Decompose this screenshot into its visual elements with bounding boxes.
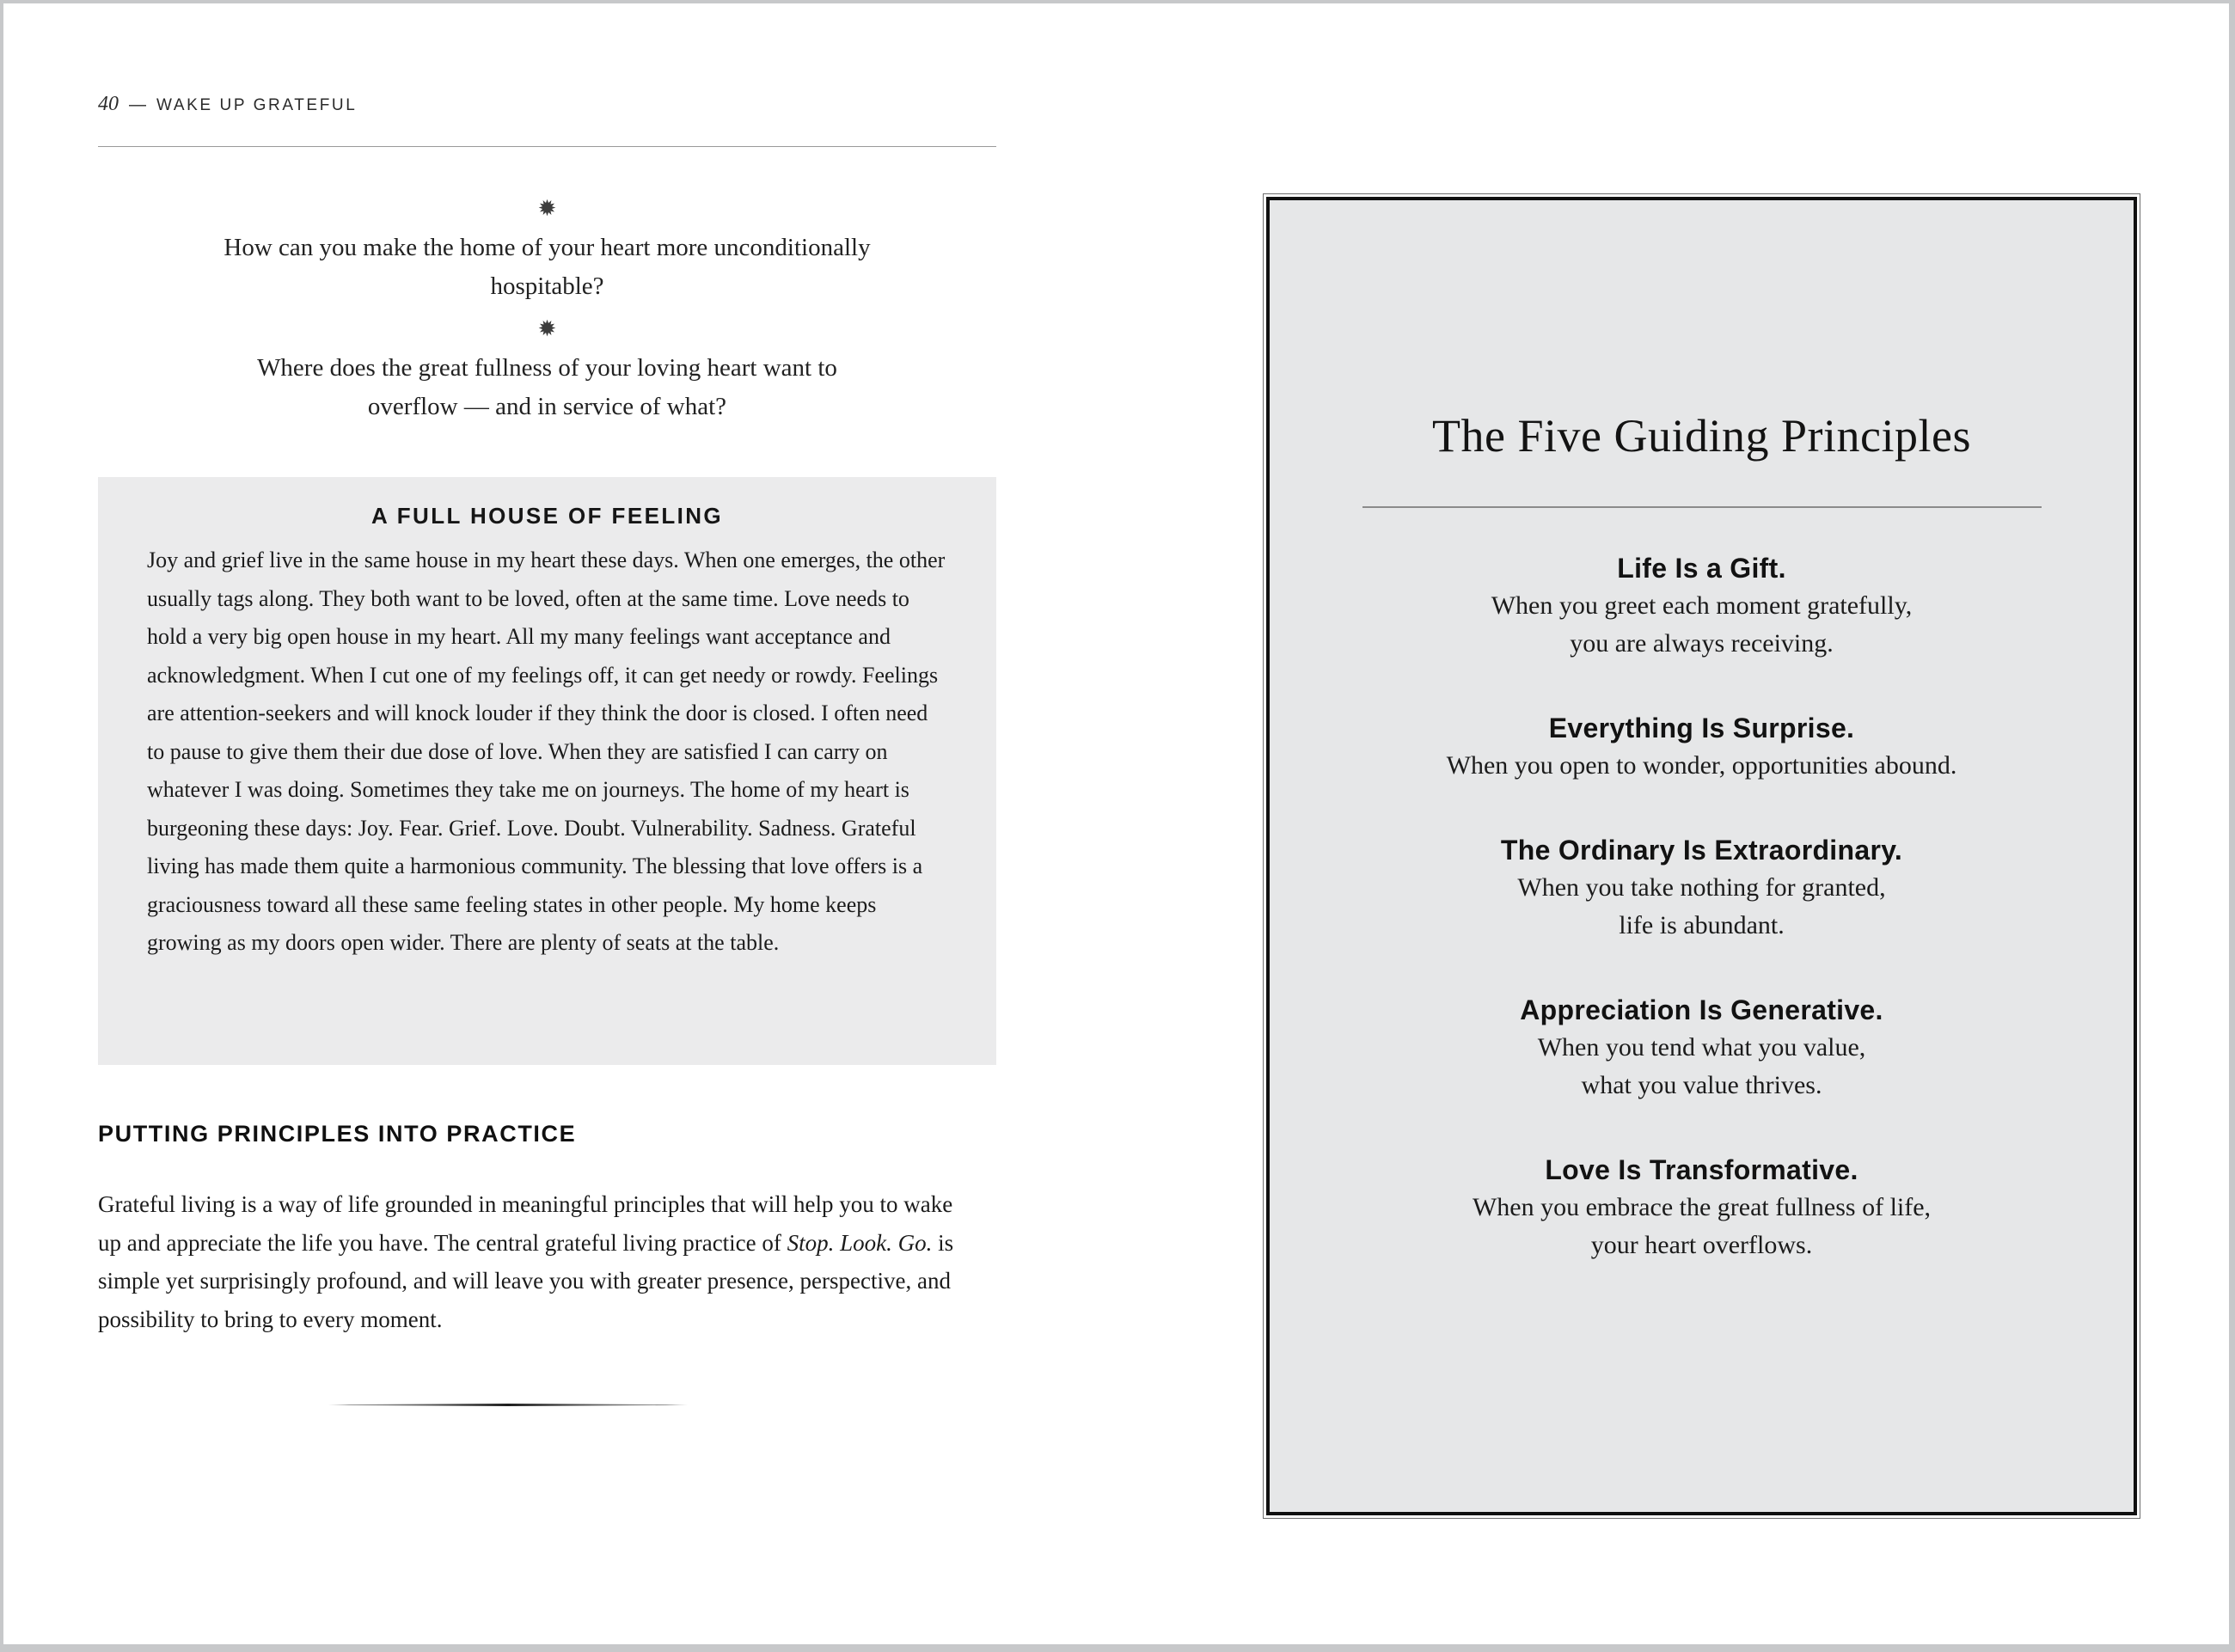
feature-box-heading: A FULL HOUSE OF FEELING bbox=[370, 503, 724, 529]
principle-line: life is abundant. bbox=[1619, 911, 1785, 939]
star-ornament-icon: ✹ bbox=[537, 196, 557, 222]
running-head bbox=[98, 93, 996, 116]
principles-panel bbox=[1266, 197, 2137, 1515]
panel-title-rule bbox=[1362, 506, 2042, 508]
star-ornament-icon: ✹ bbox=[537, 316, 557, 342]
principle-item bbox=[1270, 549, 2134, 663]
principle-heading: The Ordinary Is Extraordinary. bbox=[1500, 835, 1903, 866]
principle-heading: Everything Is Surprise. bbox=[1548, 713, 1855, 743]
question-line: overflow — and in service of what? bbox=[367, 393, 727, 420]
principles-list bbox=[1270, 549, 2134, 1264]
section-paragraph bbox=[98, 1185, 971, 1338]
principle-item bbox=[1270, 1151, 2134, 1264]
running-head-rule bbox=[98, 146, 996, 147]
principle-item bbox=[1270, 709, 2134, 785]
principles-panel-frame bbox=[1263, 193, 2140, 1519]
running-head-book-title: WAKE UP GRATEFUL bbox=[156, 96, 358, 114]
principle-line: When you tend what you value, bbox=[1537, 1033, 1866, 1062]
principle-line: When you greet each moment gratefully, bbox=[1491, 591, 1913, 620]
principle-heading: Appreciation Is Generative. bbox=[1520, 994, 1883, 1025]
principle-line: When you open to wonder, opportunities abound. bbox=[1446, 751, 1957, 780]
panel-title: The Five Guiding Principles bbox=[1432, 410, 1971, 462]
principle-heading: Love Is Transformative. bbox=[1545, 1154, 1858, 1185]
reflection-question-2 bbox=[98, 349, 996, 426]
italic-phrase: Stop. Look. Go. bbox=[787, 1229, 933, 1256]
principle-item bbox=[1270, 991, 2134, 1104]
principle-heading: Life Is a Gift. bbox=[1617, 553, 1786, 584]
page-number: 40 bbox=[98, 93, 119, 115]
section-heading: PUTTING PRINCIPLES INTO PRACTICE bbox=[98, 1121, 577, 1147]
principle-line: you are always receiving. bbox=[1570, 629, 1834, 658]
principle-line: When you embrace the great fullness of life, bbox=[1472, 1193, 1932, 1221]
book-spread-sheet bbox=[3, 3, 2229, 1644]
question-line: hospitable? bbox=[490, 272, 604, 300]
principle-item bbox=[1270, 831, 2134, 945]
running-head-dash: — bbox=[129, 95, 146, 114]
question-line: Where does the great fullness of your loving heart want to bbox=[257, 354, 837, 382]
paragraph-text: Grateful living is a way of life grounded in meaningful principles that will help you to wake up and appreciate the life you have. The central grateful living practice of bbox=[98, 1191, 953, 1256]
question-line: How can you make the home of your heart more unconditionally bbox=[224, 234, 871, 261]
reflection-question-1 bbox=[98, 229, 996, 306]
principle-line: what you value thrives. bbox=[1581, 1071, 1822, 1099]
principle-line: When you take nothing for granted, bbox=[1517, 873, 1886, 902]
feature-box-body: Joy and grief live in the same house in my heart these days. When one emerges, the other usually tags along. They both want to be loved, often at the same time. Love needs to hold a very big open house in my heart. All my many feelings want acceptance and acknowledgment. When I cut one of my feelings off, it can get needy or rowdy. Feelings are attention-seekers and will knock louder if they think the door is closed. I often need to pause to give them their due dose of love. When they are satisfied I can carry on whatever I was doing. Sometimes they take me on journeys. The home of my heart is burgeoning these days: Joy. Fear. Grief. Love. Doubt. Vulnerability. Sadness. Grateful living has made them quite a harmonious community. The blessing that love offers is a graciousness toward all these same feeling states in other people. My home keeps growing as my doors open wider. There are plenty of seats at the table. bbox=[147, 548, 946, 955]
paragraph-text: is simple yet surprisingly profound, and will leave you with greater presence, perspective, and possibility to bring to every moment. bbox=[98, 1229, 954, 1332]
feature-box bbox=[98, 477, 996, 1065]
tapered-divider bbox=[328, 1404, 688, 1406]
principle-line: your heart overflows. bbox=[1590, 1231, 1813, 1259]
